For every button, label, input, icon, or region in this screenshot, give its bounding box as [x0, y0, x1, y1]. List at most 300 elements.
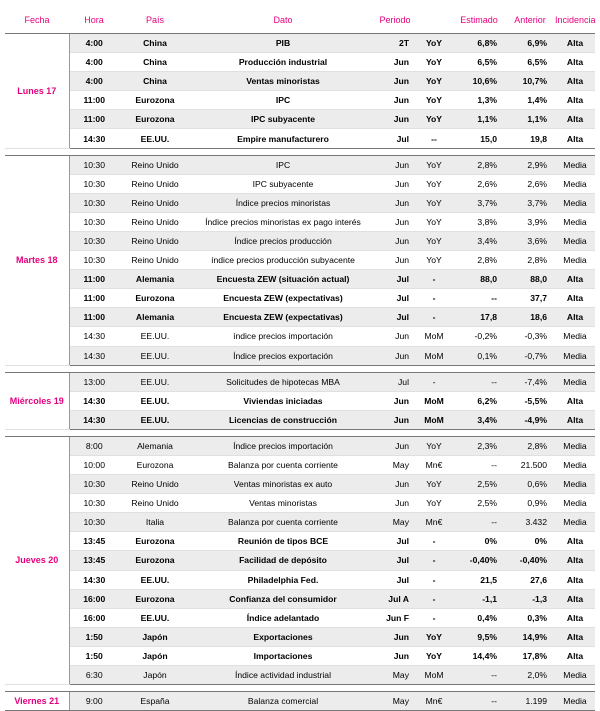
incidencia-cell: Alta	[555, 391, 595, 410]
unidad-cell: YoY	[415, 53, 453, 72]
table-row	[5, 34, 595, 53]
unidad-cell: -	[415, 589, 453, 608]
unidad-cell: MoM	[415, 410, 453, 429]
periodo-cell: Jul	[375, 551, 415, 570]
dato-cell: Índice precios exportación	[191, 346, 375, 365]
hora-cell: 14:30	[69, 410, 119, 429]
estimado-cell: 2,8%	[453, 251, 505, 270]
dato-cell: Confianza del consumidor	[191, 589, 375, 608]
periodo-cell: Jun	[375, 475, 415, 494]
table-row	[5, 666, 595, 685]
anterior-cell: 3,6%	[505, 231, 555, 250]
anterior-cell: 3,9%	[505, 212, 555, 231]
hora-cell: 14:30	[69, 391, 119, 410]
hora-cell: 4:00	[69, 34, 119, 53]
incidencia-cell: Alta	[555, 72, 595, 91]
day-separator	[5, 685, 595, 692]
table-row	[5, 155, 595, 174]
periodo-cell: Jun	[375, 53, 415, 72]
unidad-cell: YoY	[415, 251, 453, 270]
dato-cell: Ventas minoristas	[191, 494, 375, 513]
periodo-cell: Jun	[375, 327, 415, 346]
table-row	[5, 494, 595, 513]
estimado-cell: 2,3%	[453, 436, 505, 455]
pais-cell: EE.UU.	[119, 608, 191, 627]
incidencia-cell: Media	[555, 193, 595, 212]
incidencia-cell: Alta	[555, 532, 595, 551]
estimado-cell: --	[453, 289, 505, 308]
table-row	[5, 212, 595, 231]
table-row	[5, 308, 595, 327]
unidad-cell: MoM	[415, 666, 453, 685]
estimado-cell: 17,8	[453, 308, 505, 327]
hora-cell: 11:00	[69, 289, 119, 308]
pais-cell: Reino Unido	[119, 231, 191, 250]
periodo-cell: Jun	[375, 436, 415, 455]
unidad-cell: MoM	[415, 391, 453, 410]
incidencia-cell: Media	[555, 231, 595, 250]
unidad-cell: -	[415, 308, 453, 327]
pais-cell: Reino Unido	[119, 475, 191, 494]
dato-cell: índice precios importación	[191, 327, 375, 346]
periodo-cell: Jun	[375, 91, 415, 110]
header-hora: Hora	[69, 6, 119, 34]
day-separator	[5, 148, 595, 155]
dato-cell: Producción industrial	[191, 53, 375, 72]
dato-cell: Reunión de tipos BCE	[191, 532, 375, 551]
periodo-cell: Jun F	[375, 608, 415, 627]
pais-cell: Reino Unido	[119, 212, 191, 231]
dato-cell: Ventas minoristas ex auto	[191, 475, 375, 494]
separator-cell	[5, 685, 595, 692]
estimado-cell: 15,0	[453, 129, 505, 148]
incidencia-cell: Alta	[555, 53, 595, 72]
estimado-cell: --	[453, 455, 505, 474]
hora-cell: 11:00	[69, 270, 119, 289]
anterior-cell: 0%	[505, 532, 555, 551]
anterior-cell: 21.500	[505, 455, 555, 474]
incidencia-cell: Media	[555, 174, 595, 193]
incidencia-cell: Alta	[555, 589, 595, 608]
unidad-cell: -	[415, 608, 453, 627]
pais-cell: Reino Unido	[119, 251, 191, 270]
dato-cell: Encuesta ZEW (situación actual)	[191, 270, 375, 289]
incidencia-cell: Alta	[555, 308, 595, 327]
anterior-cell: 3.432	[505, 513, 555, 532]
incidencia-cell: Media	[555, 212, 595, 231]
hora-cell: 10:30	[69, 494, 119, 513]
pais-cell: Reino Unido	[119, 155, 191, 174]
incidencia-cell: Media	[555, 494, 595, 513]
pais-cell: Reino Unido	[119, 193, 191, 212]
periodo-cell: May	[375, 455, 415, 474]
table-row	[5, 627, 595, 646]
unidad-cell: Mn€	[415, 692, 453, 711]
estimado-cell: --	[453, 692, 505, 711]
table-row	[5, 251, 595, 270]
hora-cell: 4:00	[69, 53, 119, 72]
anterior-cell: 18,6	[505, 308, 555, 327]
incidencia-cell: Media	[555, 372, 595, 391]
periodo-cell: Jun	[375, 212, 415, 231]
anterior-cell: 1.199	[505, 692, 555, 711]
unidad-cell: Mn€	[415, 513, 453, 532]
periodo-cell: May	[375, 666, 415, 685]
incidencia-cell: Alta	[555, 551, 595, 570]
estimado-cell: 2,5%	[453, 475, 505, 494]
table-row	[5, 410, 595, 429]
dato-cell: Índice actividad industrial	[191, 666, 375, 685]
pais-cell: Alemania	[119, 436, 191, 455]
table-row	[5, 589, 595, 608]
dato-cell: Encuesta ZEW (expectativas)	[191, 308, 375, 327]
header-dato: Dato	[191, 6, 375, 34]
periodo-cell: 2T	[375, 34, 415, 53]
header-fecha: Fecha	[5, 6, 69, 34]
estimado-cell: 0%	[453, 532, 505, 551]
unidad-cell: Mn€	[415, 455, 453, 474]
estimado-cell: -1,1	[453, 589, 505, 608]
anterior-cell: -5,5%	[505, 391, 555, 410]
estimado-cell: 14,4%	[453, 646, 505, 665]
periodo-cell: Jun	[375, 410, 415, 429]
incidencia-cell: Alta	[555, 91, 595, 110]
incidencia-cell: Alta	[555, 646, 595, 665]
dato-cell: PIB	[191, 34, 375, 53]
hora-cell: 13:45	[69, 551, 119, 570]
dato-cell: Índice precios minoristas	[191, 193, 375, 212]
estimado-cell: 2,6%	[453, 174, 505, 193]
table-row	[5, 692, 595, 711]
pais-cell: Eurozona	[119, 589, 191, 608]
unidad-cell: YoY	[415, 155, 453, 174]
separator-cell	[5, 365, 595, 372]
anterior-cell: -7,4%	[505, 372, 555, 391]
hora-cell: 10:30	[69, 212, 119, 231]
header-anterior: Anterior	[505, 6, 555, 34]
dato-cell: Índice precios minoristas ex pago interés	[191, 212, 375, 231]
estimado-cell: 0,4%	[453, 608, 505, 627]
pais-cell: Eurozona	[119, 110, 191, 129]
estimado-cell: --	[453, 513, 505, 532]
header-incidencia: Incidencia	[555, 6, 595, 34]
unidad-cell: YoY	[415, 475, 453, 494]
hora-cell: 10:30	[69, 475, 119, 494]
unidad-cell: YoY	[415, 646, 453, 665]
table-row	[5, 455, 595, 474]
periodo-cell: Jul	[375, 372, 415, 391]
pais-cell: Japón	[119, 627, 191, 646]
table-row	[5, 372, 595, 391]
estimado-cell: -0,2%	[453, 327, 505, 346]
periodo-cell: Jul	[375, 289, 415, 308]
unidad-cell: MoM	[415, 346, 453, 365]
dato-cell: Empire manufacturero	[191, 129, 375, 148]
anterior-cell: 27,6	[505, 570, 555, 589]
unidad-cell: YoY	[415, 212, 453, 231]
estimado-cell: 6,2%	[453, 391, 505, 410]
hora-cell: 16:00	[69, 589, 119, 608]
hora-cell: 10:30	[69, 251, 119, 270]
hora-cell: 10:30	[69, 513, 119, 532]
periodo-cell: Jun	[375, 646, 415, 665]
header-periodo: Periodo	[375, 6, 415, 34]
periodo-cell: Jul	[375, 270, 415, 289]
dato-cell: Licencias de construcción	[191, 410, 375, 429]
pais-cell: Italia	[119, 513, 191, 532]
unidad-cell: --	[415, 129, 453, 148]
anterior-cell: -0,40%	[505, 551, 555, 570]
pais-cell: Reino Unido	[119, 174, 191, 193]
anterior-cell: 2,8%	[505, 436, 555, 455]
anterior-cell: 3,7%	[505, 193, 555, 212]
periodo-cell: Jun	[375, 231, 415, 250]
unidad-cell: -	[415, 532, 453, 551]
dato-cell: IPC subyacente	[191, 174, 375, 193]
pais-cell: EE.UU.	[119, 410, 191, 429]
dato-cell: Importaciones	[191, 646, 375, 665]
estimado-cell: 6,8%	[453, 34, 505, 53]
table-row	[5, 475, 595, 494]
hora-cell: 11:00	[69, 91, 119, 110]
unidad-cell: YoY	[415, 494, 453, 513]
anterior-cell: 1,1%	[505, 110, 555, 129]
dato-cell: Encuesta ZEW (expectativas)	[191, 289, 375, 308]
table-row	[5, 346, 595, 365]
anterior-cell: 2,9%	[505, 155, 555, 174]
incidencia-cell: Media	[555, 692, 595, 711]
periodo-cell: Jul	[375, 129, 415, 148]
estimado-cell: 9,5%	[453, 627, 505, 646]
unidad-cell: YoY	[415, 72, 453, 91]
unidad-cell: -	[415, 289, 453, 308]
unidad-cell: -	[415, 270, 453, 289]
estimado-cell: 1,1%	[453, 110, 505, 129]
pais-cell: EE.UU.	[119, 346, 191, 365]
hora-cell: 10:30	[69, 174, 119, 193]
table-row	[5, 646, 595, 665]
hora-cell: 13:45	[69, 532, 119, 551]
incidencia-cell: Media	[555, 666, 595, 685]
incidencia-cell: Alta	[555, 129, 595, 148]
estimado-cell: 3,4%	[453, 410, 505, 429]
hora-cell: 10:00	[69, 455, 119, 474]
periodo-cell: Jul	[375, 308, 415, 327]
estimado-cell: 21,5	[453, 570, 505, 589]
unidad-cell: -	[415, 570, 453, 589]
pais-cell: Japón	[119, 666, 191, 685]
table-row	[5, 110, 595, 129]
estimado-cell: 10,6%	[453, 72, 505, 91]
periodo-cell: May	[375, 692, 415, 711]
estimado-cell: 3,7%	[453, 193, 505, 212]
table-row	[5, 129, 595, 148]
hora-cell: 1:50	[69, 646, 119, 665]
incidencia-cell: Alta	[555, 570, 595, 589]
periodo-cell: Jun	[375, 72, 415, 91]
dato-cell: Índice precios producción	[191, 231, 375, 250]
incidencia-cell: Alta	[555, 110, 595, 129]
hora-cell: 11:00	[69, 308, 119, 327]
header-row	[5, 6, 595, 34]
anterior-cell: 14,9%	[505, 627, 555, 646]
table-row	[5, 391, 595, 410]
hora-cell: 14:30	[69, 346, 119, 365]
hora-cell: 14:30	[69, 129, 119, 148]
header-pais: País	[119, 6, 191, 34]
pais-cell: Eurozona	[119, 455, 191, 474]
anterior-cell: 17,8%	[505, 646, 555, 665]
table-row	[5, 231, 595, 250]
anterior-cell: 1,4%	[505, 91, 555, 110]
hora-cell: 10:30	[69, 193, 119, 212]
separator-cell	[5, 429, 595, 436]
pais-cell: EE.UU.	[119, 570, 191, 589]
periodo-cell: Jun	[375, 494, 415, 513]
dato-cell: IPC	[191, 155, 375, 174]
pais-cell: España	[119, 692, 191, 711]
incidencia-cell: Alta	[555, 270, 595, 289]
periodo-cell: Jun	[375, 346, 415, 365]
table-row	[5, 608, 595, 627]
calendar-body	[5, 34, 595, 711]
hora-cell: 9:00	[69, 692, 119, 711]
dato-cell: Balanza por cuenta corriente	[191, 513, 375, 532]
day-separator	[5, 429, 595, 436]
incidencia-cell: Alta	[555, 289, 595, 308]
estimado-cell: 1,3%	[453, 91, 505, 110]
estimado-cell: 2,5%	[453, 494, 505, 513]
unidad-cell: YoY	[415, 174, 453, 193]
table-row	[5, 327, 595, 346]
pais-cell: China	[119, 34, 191, 53]
header-unidad	[415, 6, 453, 34]
hora-cell: 13:00	[69, 372, 119, 391]
table-row	[5, 53, 595, 72]
anterior-cell: 10,7%	[505, 72, 555, 91]
hora-cell: 16:00	[69, 608, 119, 627]
periodo-cell: Jun	[375, 391, 415, 410]
anterior-cell: 0,9%	[505, 494, 555, 513]
day-label: Martes 18	[5, 155, 69, 365]
pais-cell: Eurozona	[119, 91, 191, 110]
unidad-cell: -	[415, 372, 453, 391]
periodo-cell: Jun	[375, 155, 415, 174]
hora-cell: 10:30	[69, 155, 119, 174]
estimado-cell: 3,8%	[453, 212, 505, 231]
pais-cell: Alemania	[119, 308, 191, 327]
anterior-cell: 0,6%	[505, 475, 555, 494]
periodo-cell: May	[375, 513, 415, 532]
anterior-cell: -1,3	[505, 589, 555, 608]
unidad-cell: -	[415, 551, 453, 570]
table-row	[5, 513, 595, 532]
table-row	[5, 551, 595, 570]
incidencia-cell: Alta	[555, 410, 595, 429]
pais-cell: EE.UU.	[119, 372, 191, 391]
table-row	[5, 72, 595, 91]
dato-cell: Facilidad de depósito	[191, 551, 375, 570]
periodo-cell: Jun	[375, 627, 415, 646]
unidad-cell: YoY	[415, 34, 453, 53]
pais-cell: Eurozona	[119, 551, 191, 570]
table-row	[5, 270, 595, 289]
pais-cell: Eurozona	[119, 289, 191, 308]
anterior-cell: 2,6%	[505, 174, 555, 193]
pais-cell: China	[119, 53, 191, 72]
periodo-cell: Jun	[375, 193, 415, 212]
estimado-cell: 88,0	[453, 270, 505, 289]
incidencia-cell: Alta	[555, 608, 595, 627]
periodo-cell: Jul	[375, 570, 415, 589]
periodo-cell: Jun	[375, 174, 415, 193]
incidencia-cell: Media	[555, 436, 595, 455]
anterior-cell: 2,8%	[505, 251, 555, 270]
hora-cell: 14:30	[69, 327, 119, 346]
anterior-cell: 0,3%	[505, 608, 555, 627]
pais-cell: China	[119, 72, 191, 91]
unidad-cell: YoY	[415, 91, 453, 110]
dato-cell: Balanza comercial	[191, 692, 375, 711]
dato-cell: Índice precios importación	[191, 436, 375, 455]
pais-cell: Japón	[119, 646, 191, 665]
anterior-cell: -0,7%	[505, 346, 555, 365]
incidencia-cell: Media	[555, 251, 595, 270]
table-row	[5, 436, 595, 455]
pais-cell: EE.UU.	[119, 327, 191, 346]
dato-cell: índice precios producción subyacente	[191, 251, 375, 270]
incidencia-cell: Media	[555, 455, 595, 474]
hora-cell: 4:00	[69, 72, 119, 91]
table-row	[5, 174, 595, 193]
unidad-cell: YoY	[415, 436, 453, 455]
estimado-cell: 0,1%	[453, 346, 505, 365]
estimado-cell: --	[453, 372, 505, 391]
table-row	[5, 91, 595, 110]
dato-cell: Viviendas iniciadas	[191, 391, 375, 410]
estimado-cell: 6,5%	[453, 53, 505, 72]
periodo-cell: Jul	[375, 532, 415, 551]
table-row	[5, 570, 595, 589]
incidencia-cell: Media	[555, 346, 595, 365]
anterior-cell: 2,0%	[505, 666, 555, 685]
economic-calendar-table	[5, 6, 595, 711]
hora-cell: 14:30	[69, 570, 119, 589]
anterior-cell: 37,7	[505, 289, 555, 308]
table-row	[5, 289, 595, 308]
dato-cell: Exportaciones	[191, 627, 375, 646]
dato-cell: Índice adelantado	[191, 608, 375, 627]
header-estimado: Estimado	[453, 6, 505, 34]
dato-cell: Ventas minoristas	[191, 72, 375, 91]
incidencia-cell: Alta	[555, 627, 595, 646]
estimado-cell: 2,8%	[453, 155, 505, 174]
day-label: Lunes 17	[5, 34, 69, 149]
incidencia-cell: Media	[555, 513, 595, 532]
unidad-cell: YoY	[415, 231, 453, 250]
incidencia-cell: Alta	[555, 34, 595, 53]
unidad-cell: MoM	[415, 327, 453, 346]
incidencia-cell: Media	[555, 155, 595, 174]
pais-cell: EE.UU.	[119, 391, 191, 410]
dato-cell: IPC	[191, 91, 375, 110]
day-label: Miércoles 19	[5, 372, 69, 429]
anterior-cell: -0,3%	[505, 327, 555, 346]
hora-cell: 8:00	[69, 436, 119, 455]
anterior-cell: 88,0	[505, 270, 555, 289]
dato-cell: Philadelphia Fed.	[191, 570, 375, 589]
unidad-cell: YoY	[415, 110, 453, 129]
